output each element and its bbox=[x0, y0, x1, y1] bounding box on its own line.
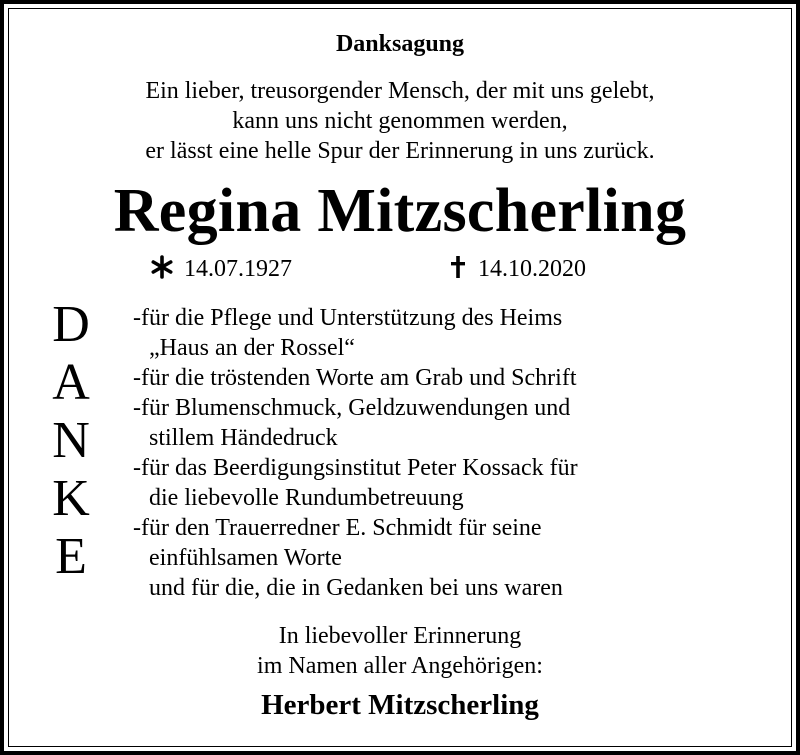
danke-letter: D bbox=[52, 296, 90, 353]
danke-letter: N bbox=[52, 412, 90, 469]
closing bbox=[0, 621, 800, 681]
thanks-line: -für Blumenschmuck, Geldzuwendungen und bbox=[133, 395, 571, 421]
life-dates bbox=[0, 252, 800, 286]
deceased-name: Regina Mitzscherling bbox=[113, 177, 687, 245]
heading: Danksagung bbox=[335, 31, 465, 57]
cross-icon bbox=[448, 253, 468, 281]
signer-name: Herbert Mitzscherling bbox=[261, 689, 539, 721]
danke-letter: K bbox=[52, 470, 90, 527]
birth bbox=[148, 252, 292, 286]
thanks-line: die liebevolle Rundumbetreuung bbox=[149, 485, 464, 511]
thanks-line: -für den Trauerredner E. Schmidt für seine bbox=[133, 515, 542, 541]
star-icon bbox=[148, 253, 176, 281]
thanks-list bbox=[133, 303, 578, 603]
thanks-line: und für die, die in Gedanken bei uns waren bbox=[149, 575, 563, 601]
closing-line: In liebevoller Erinnerung bbox=[278, 623, 522, 649]
thanks-line: -für das Beerdigungsinstitut Peter Kossack für bbox=[133, 455, 578, 481]
motto-line: kann uns nicht genommen werden, bbox=[232, 108, 568, 134]
danke-letter: A bbox=[52, 354, 90, 411]
danke-vertical bbox=[38, 296, 104, 586]
birth-date: 14.07.1927 bbox=[184, 256, 292, 282]
thanks-line: -für die Pflege und Unterstützung des Heims bbox=[133, 305, 563, 331]
thanks-line: „Haus an der Rossel“ bbox=[149, 335, 355, 361]
danke-letter: E bbox=[55, 528, 87, 585]
death bbox=[448, 252, 586, 286]
thanks-line: -für die tröstenden Worte am Grab und Schrift bbox=[133, 365, 577, 391]
motto-line: er lässt eine helle Spur der Erinnerung in uns zurück. bbox=[145, 138, 655, 164]
thanks-line: stillem Händedruck bbox=[149, 425, 338, 451]
death-date: 14.10.2020 bbox=[478, 256, 586, 282]
closing-line: im Namen aller Angehörigen: bbox=[257, 653, 543, 679]
thanks-line: einfühlsamen Worte bbox=[149, 545, 342, 571]
motto-line: Ein lieber, treusorgender Mensch, der mit uns gelebt, bbox=[145, 78, 655, 104]
motto bbox=[0, 76, 800, 166]
